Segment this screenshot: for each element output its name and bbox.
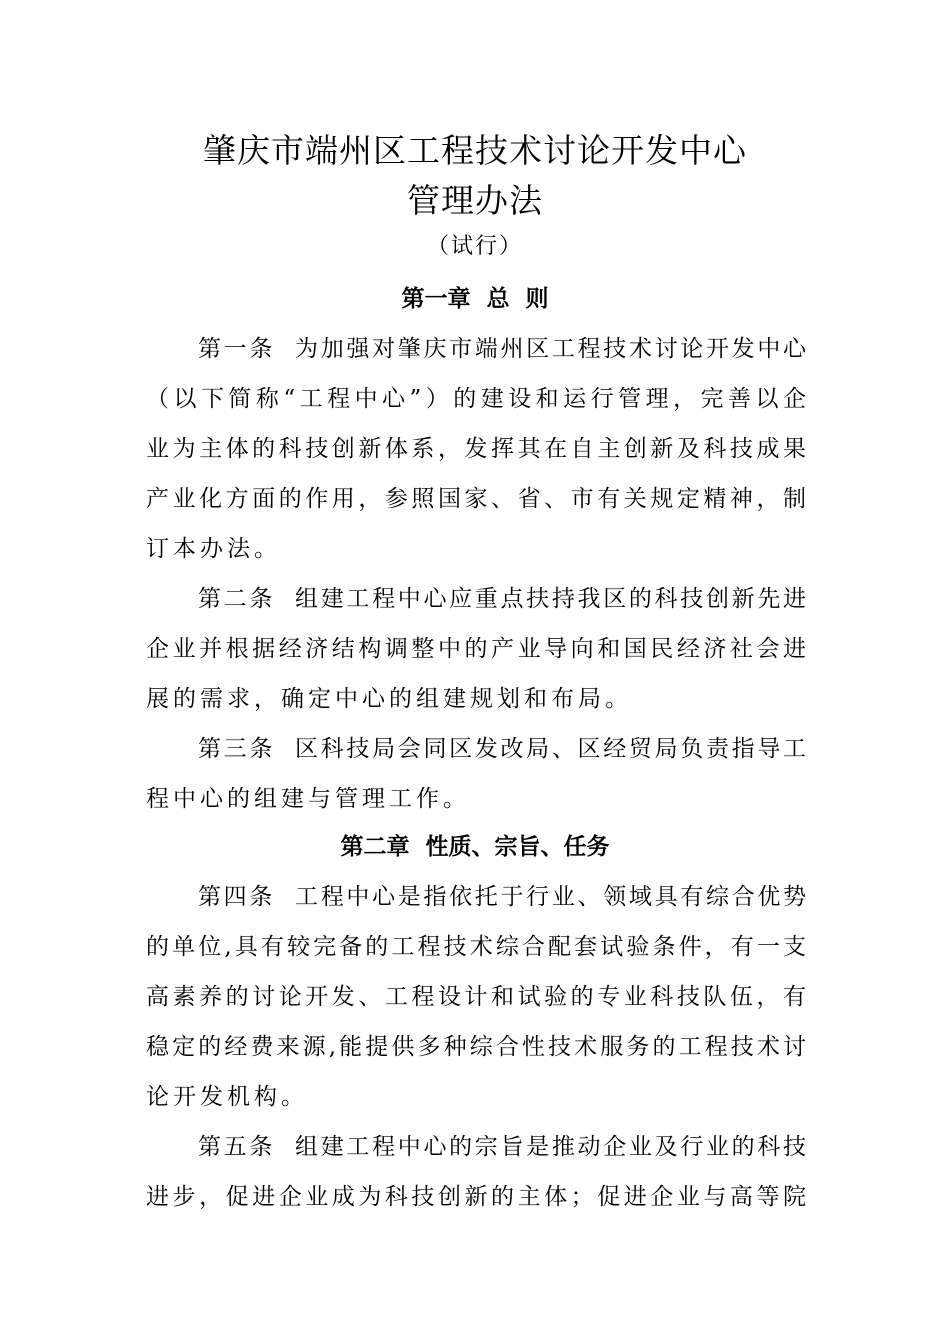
article-4-line-4: 稳定的经费来源,能提供多种综合性技术服务的工程技术讨 (146, 1034, 806, 1060)
article-2-line-1: 第二条 组建工程中心应重点扶持我区的科技创新先进 (198, 586, 806, 612)
article-5-line-1: 第五条 组建工程中心的宗旨是推动企业及行业的科技 (198, 1134, 806, 1160)
document-title-line2: 管理办法 (407, 181, 543, 220)
article-1-line-2: （以下简称“工程中心”）的建设和运行管理，完善以企 (146, 386, 806, 412)
article-2-line-2: 企业并根据经济结构调整中的产业导向和国民经济社会进 (146, 636, 806, 662)
article-1-line-3: 业为主体的科技创新体系，发挥其在自主创新及科技成果 (146, 436, 806, 462)
article-3-line-1: 第三条 区科技局会同区发改局、区经贸局负责指导工 (198, 736, 806, 762)
article-1-line-4: 产业化方面的作用，参照国家、省、市有关规定精神，制 (146, 486, 806, 512)
article-1-line-5: 订本办法。 (146, 536, 281, 562)
article-4-line-3: 高素养的讨论开发、工程设计和试验的专业科技队伍，有 (146, 984, 806, 1010)
article-4-line-1: 第四条 工程中心是指依托于行业、领域具有综合优势 (198, 884, 806, 910)
article-5-line-2: 进步，促进企业成为科技创新的主体；促进企业与高等院 (146, 1184, 806, 1210)
document-subtitle: （试行） (426, 234, 523, 259)
article-2-line-3: 展的需求，确定中心的组建规划和布局。 (146, 686, 632, 712)
document-title-line1: 肇庆市端州区工程技术讨论开发中心 (203, 131, 747, 170)
article-4-line-5: 论开发机构。 (146, 1084, 308, 1110)
article-3-line-2: 程中心的组建与管理工作。 (146, 786, 470, 812)
chapter-heading-2: 第二章 性质、宗旨、任务 (340, 834, 610, 860)
article-1-line-1: 第一条 为加强对肇庆市端州区工程技术讨论开发中心 (198, 336, 806, 362)
chapter-heading-1: 第一章 总 则 (401, 286, 549, 312)
article-4-line-2: 的单位,具有较完备的工程技术综合配套试验条件，有一支 (146, 934, 806, 960)
